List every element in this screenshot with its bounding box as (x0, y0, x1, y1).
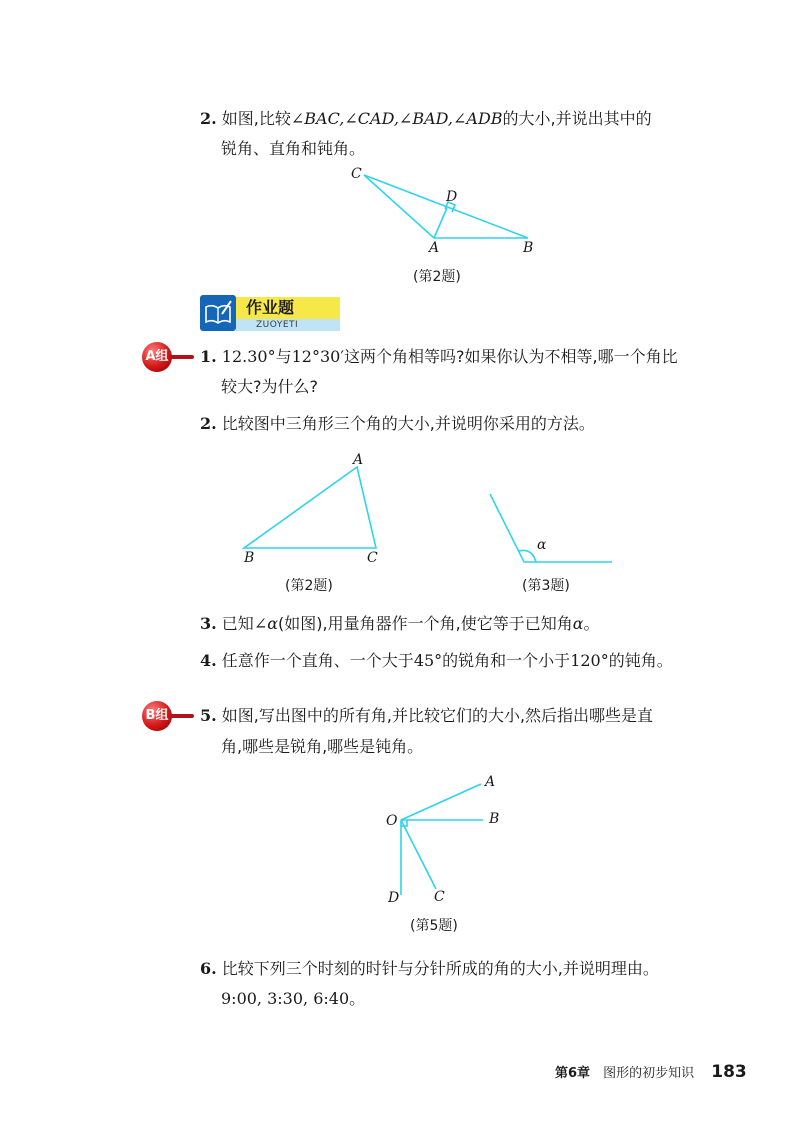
hw-q5-point-c: C (434, 889, 445, 905)
hw-q2-number: 2. (200, 414, 217, 433)
hw-q4-end: 的钝角。 (608, 651, 673, 670)
hw-q5-point-a: A (485, 774, 496, 790)
hw-q2-point-a: A (353, 452, 364, 468)
hw-q6-times: 9:00, 3:30, 6:40。 (221, 989, 366, 1008)
q2-top-point-d: D (446, 189, 458, 205)
q2-top-text-pre: 如图,比较 (221, 109, 291, 128)
hw-q2-caption: (第2题) (285, 578, 333, 594)
homework-subtitle: ZUOYETI (256, 320, 299, 330)
hw-q1-rest: 这两个角相等吗?如果你认为不相等,哪一个角比 (343, 347, 678, 366)
hw-q4-mid: 的锐角和一个小于 (442, 651, 571, 670)
hw-q3-alpha: α (572, 614, 584, 633)
hw-q1-mid: 与 (275, 347, 292, 366)
hw-q5-number: 5. (200, 706, 217, 725)
hw-q5-line2: 角,哪些是锐角,哪些是钝角。 (221, 737, 424, 756)
hw-q3-end: 。 (583, 614, 600, 633)
group-a-label: A组 (142, 342, 172, 372)
q2-top-angles: ∠BAC,∠CAD,∠BAD,∠ADB (290, 109, 503, 128)
hw-q5-text1: 如图,写出图中的所有角,并比较它们的大小,然后指出哪些是直 (221, 706, 654, 725)
hw-q1-number: 1. (200, 347, 217, 366)
q2-top-text-post: 的大小,并说出其中的 (502, 109, 652, 128)
q2-top-point-c: C (351, 166, 362, 182)
ray-oc (401, 820, 436, 889)
ray-oa (401, 784, 481, 820)
hw-q6-text1: 比较下列三个时刻的时针与分针所成的角的大小,并说明理由。 (221, 959, 659, 978)
q2-top-number: 2. (200, 109, 217, 128)
hw-q4-number: 4. (200, 651, 217, 670)
hw-q6-number: 6. (200, 959, 217, 978)
footer-chapter: 第6章 (555, 1066, 591, 1081)
hw-q1-value2: 12°30′ (291, 347, 344, 366)
hw-q5-point-d: D (388, 890, 400, 906)
hw-q2-point-c: C (367, 550, 378, 566)
q2-top-line2: 锐角、直角和钝角。 (221, 139, 366, 158)
hw-q3-pre: 已知 (221, 614, 254, 633)
hw-q3-alpha-label: α (537, 537, 547, 553)
q2-top-point-a: A (429, 240, 440, 256)
hw-q2-point-b: B (244, 550, 255, 566)
hw-q1-line2: 较大?为什么? (221, 377, 318, 396)
hw-q3-mid: (如图),用量角器作一个角,使它等于已知角 (278, 614, 573, 633)
page-footer (555, 1062, 747, 1082)
hw-q3-caption: (第3题) (522, 578, 570, 594)
hw-q5-caption: (第5题) (410, 918, 458, 934)
hw-q4-value2: 120° (570, 651, 609, 670)
hw-q2-text: 比较图中三角形三个角的大小,并说明你采用的方法。 (221, 414, 595, 433)
hw-q3-angle: ∠α (253, 614, 279, 633)
group-b-label: B组 (142, 701, 172, 731)
homework-title: 作业题 (246, 298, 295, 317)
hw-q3-number: 3. (200, 614, 217, 633)
hw-q4-pre: 任意作一个直角、一个大于 (221, 651, 414, 670)
hw-q4-value1: 45° (413, 651, 443, 670)
hw-q6-line1 (200, 959, 659, 979)
q2-top-caption: (第2题) (413, 269, 461, 285)
footer-chapter-title: 图形的初步知识 (603, 1066, 695, 1081)
hw-q5-point-b: B (489, 811, 500, 827)
q2-top-point-b: B (523, 240, 534, 256)
footer-page-number: 183 (711, 1062, 747, 1082)
hw-q1-value1: 12.30° (221, 347, 276, 366)
hw-q5-point-o: O (386, 813, 398, 829)
